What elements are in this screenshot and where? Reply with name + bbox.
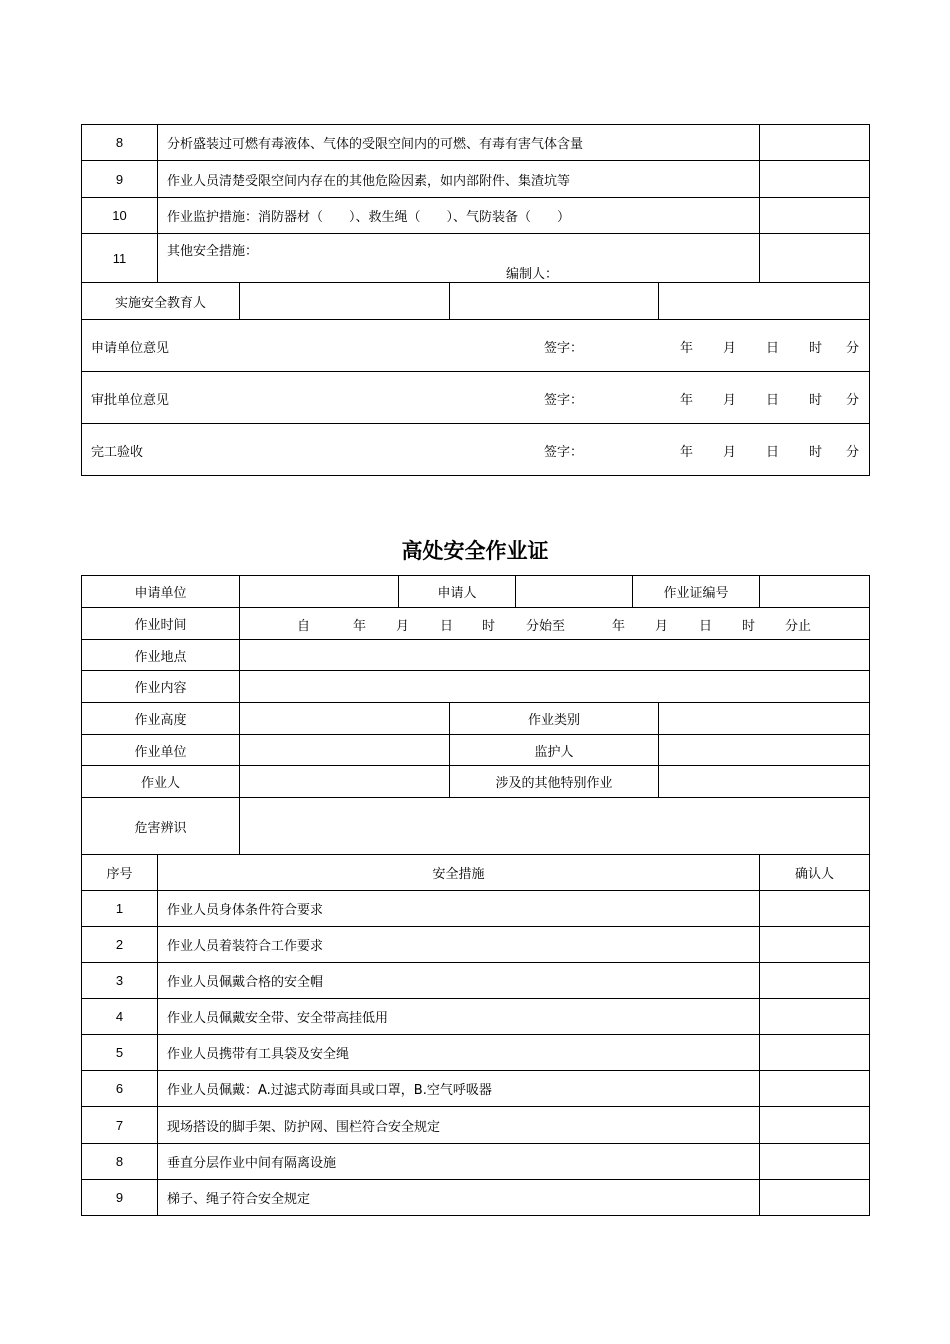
guardian-field[interactable]	[659, 735, 870, 766]
table-row	[82, 703, 870, 735]
opinion-label: 完工验收	[91, 445, 144, 460]
table-row	[82, 576, 870, 608]
row-number: 9	[82, 1180, 158, 1216]
other-special-work-field[interactable]	[659, 766, 870, 798]
time-hour: 时	[742, 619, 756, 634]
guardian-label: 监护人	[450, 735, 659, 766]
table-row	[82, 927, 870, 963]
table-row	[82, 198, 870, 234]
table-row	[82, 1035, 870, 1071]
applicant-field[interactable]	[516, 576, 633, 608]
safety-measure: 现场搭设的脚手架、防护网、围栏符合安全规定	[158, 1107, 760, 1144]
safety-measure: 作业人员清楚受限空间内存在的其他危险因素，如内部附件、集渣坑等	[158, 161, 760, 198]
confirm-cell[interactable]	[760, 234, 870, 283]
hour-label: 时	[809, 341, 823, 356]
day-label: 日	[766, 393, 780, 408]
row-number: 2	[82, 927, 158, 963]
time-hour: 时	[482, 619, 496, 634]
work-place-field[interactable]	[240, 640, 870, 671]
time-month: 月	[396, 619, 410, 634]
opinion-label: 审批单位意见	[91, 393, 170, 408]
confirm-cell[interactable]	[760, 1035, 870, 1071]
month-label: 月	[723, 393, 737, 408]
applicant-opinion-cell[interactable]	[82, 320, 870, 372]
table-row	[82, 234, 870, 283]
educator-field[interactable]	[450, 283, 659, 320]
confirm-cell[interactable]	[760, 198, 870, 234]
row-number: 4	[82, 999, 158, 1035]
work-height-field[interactable]	[240, 703, 450, 735]
confirm-cell[interactable]	[760, 1107, 870, 1144]
opinion-row	[82, 320, 870, 372]
row-number: 5	[82, 1035, 158, 1071]
applicant-unit-field[interactable]	[240, 576, 399, 608]
row-number: 1	[82, 891, 158, 927]
table-header-row	[82, 855, 870, 891]
table-row	[82, 640, 870, 671]
opinion-row	[82, 372, 870, 424]
work-type-label: 作业类别	[450, 703, 659, 735]
approver-opinion-cell[interactable]	[82, 372, 870, 424]
compiler-label: 编制人：	[506, 267, 559, 282]
column-header-measure: 安全措施	[158, 855, 760, 891]
safety-measure: 梯子、绳子符合安全规定	[158, 1180, 760, 1216]
work-content-label: 作业内容	[82, 671, 240, 703]
month-label: 月	[723, 341, 737, 356]
year-label: 年	[680, 341, 694, 356]
row-number: 11	[82, 234, 158, 283]
minute-label: 分	[846, 341, 860, 356]
confined-space-table	[81, 124, 870, 476]
table-row	[82, 608, 870, 640]
table-row	[82, 766, 870, 798]
permit-number-field[interactable]	[760, 576, 870, 608]
completion-acceptance-cell[interactable]	[82, 424, 870, 476]
educator-label: 实施安全教育人	[82, 283, 240, 320]
safety-measure: 作业人员身体条件符合要求	[158, 891, 760, 927]
safety-measure: 作业人员着装符合工作要求	[158, 927, 760, 963]
year-label: 年	[680, 393, 694, 408]
hour-label: 时	[809, 445, 823, 460]
work-type-field[interactable]	[659, 703, 870, 735]
confirm-cell[interactable]	[760, 1144, 870, 1180]
column-header-confirm: 确认人	[760, 855, 870, 891]
minute-label: 分	[846, 445, 860, 460]
row-number: 6	[82, 1071, 158, 1107]
work-content-field[interactable]	[240, 671, 870, 703]
day-label: 日	[766, 341, 780, 356]
day-label: 日	[766, 445, 780, 460]
table-row	[82, 735, 870, 766]
work-unit-field[interactable]	[240, 735, 450, 766]
work-time-label: 作业时间	[82, 608, 240, 640]
row-number: 7	[82, 1107, 158, 1144]
safety-measure: 作业人员携带有工具袋及安全绳	[158, 1035, 760, 1071]
confirm-cell[interactable]	[760, 125, 870, 161]
row-number: 9	[82, 161, 158, 198]
confirm-cell[interactable]	[760, 161, 870, 198]
confirm-cell[interactable]	[760, 927, 870, 963]
table-row	[82, 161, 870, 198]
time-from: 自	[297, 619, 311, 634]
minute-label: 分	[846, 393, 860, 408]
other-measures-label: 其他安全措施：	[167, 244, 259, 259]
work-height-label: 作业高度	[82, 703, 240, 735]
educator-field[interactable]	[240, 283, 450, 320]
table-row	[82, 798, 870, 855]
opinion-label: 申请单位意见	[91, 341, 170, 356]
work-place-label: 作业地点	[82, 640, 240, 671]
safety-measure: 作业人员佩戴合格的安全帽	[158, 963, 760, 999]
worker-field[interactable]	[240, 766, 450, 798]
time-month: 月	[655, 619, 669, 634]
safety-measure: 作业监护措施：消防器材（ ）、救生绳（ ）、气防装备（ ）	[158, 198, 760, 234]
row-number: 8	[82, 125, 158, 161]
worker-label: 作业人	[82, 766, 240, 798]
confirm-cell[interactable]	[760, 963, 870, 999]
page-title: 高处安全作业证	[401, 539, 549, 563]
safety-measure: 作业人员佩戴安全带、安全带高挂低用	[158, 999, 760, 1035]
time-minute-start: 分始至	[526, 619, 566, 634]
work-time-field[interactable]	[240, 608, 870, 640]
work-unit-label: 作业单位	[82, 735, 240, 766]
table-row	[82, 671, 870, 703]
sign-label: 签字：	[544, 393, 584, 408]
permit-number-label: 作业证编号	[633, 576, 760, 608]
time-year: 年	[353, 619, 367, 634]
month-label: 月	[723, 445, 737, 460]
safety-measure: 分析盛装过可燃有毒液体、气体的受限空间内的可燃、有毒有害气体含量	[158, 125, 760, 161]
other-special-work-label: 涉及的其他特别作业	[450, 766, 659, 798]
safety-measure: 垂直分层作业中间有隔离设施	[158, 1144, 760, 1180]
opinion-row	[82, 424, 870, 476]
time-minute-end: 分止	[785, 619, 812, 634]
table-row	[82, 1144, 870, 1180]
row-number: 3	[82, 963, 158, 999]
educator-field[interactable]	[659, 283, 870, 320]
table-row	[82, 891, 870, 927]
sign-label: 签字：	[544, 445, 584, 460]
confirm-cell[interactable]	[760, 1180, 870, 1216]
time-day: 日	[440, 619, 454, 634]
confirm-cell[interactable]	[760, 999, 870, 1035]
table-row	[82, 1107, 870, 1144]
column-header-number: 序号	[82, 855, 158, 891]
table-row	[82, 999, 870, 1035]
sign-label: 签字：	[544, 341, 584, 356]
hazard-label: 危害辨识	[82, 798, 240, 855]
height-permit-table	[81, 575, 870, 1216]
table-row	[82, 1180, 870, 1216]
applicant-label: 申请人	[399, 576, 516, 608]
educator-row	[82, 283, 870, 320]
time-year: 年	[612, 619, 626, 634]
row-number: 10	[82, 198, 158, 234]
table-row	[82, 1071, 870, 1107]
confirm-cell[interactable]	[760, 1071, 870, 1107]
hazard-field[interactable]	[240, 798, 870, 855]
row-number: 8	[82, 1144, 158, 1180]
table-row	[82, 125, 870, 161]
other-measures-cell[interactable]	[158, 234, 760, 283]
safety-measure: 作业人员佩戴：A.过滤式防毒面具或口罩，B.空气呼吸器	[158, 1071, 760, 1107]
year-label: 年	[680, 445, 694, 460]
table-row	[82, 963, 870, 999]
hour-label: 时	[809, 393, 823, 408]
time-day: 日	[699, 619, 713, 634]
confirm-cell[interactable]	[760, 891, 870, 927]
applicant-unit-label: 申请单位	[82, 576, 240, 608]
